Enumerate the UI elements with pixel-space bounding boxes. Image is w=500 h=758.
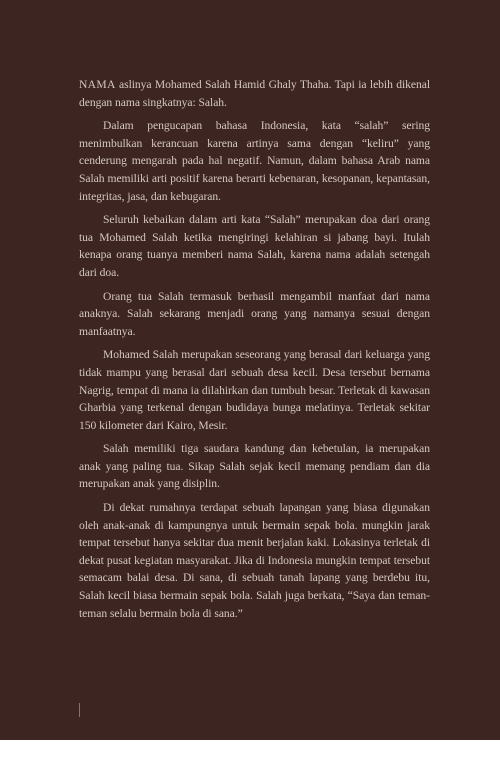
page-gutter-mark: [79, 703, 80, 717]
paragraph-1: [79, 76, 430, 111]
bottom-margin-strip: [0, 740, 500, 758]
paragraph-1-text: aslinya Mohamed Salah Hamid Ghaly Thaha. Tapi ia lebih dikenal dengan nama singkatnya: Salah.: [79, 78, 430, 109]
paragraph-5: Mohamed Salah merupakan seseorang yang berasal dari keluarga yang tidak mampu yang berasal dari sebuah desa kecil. Desa tersebut bernama Nagrig, tempat di mana ia dilahirkan dan tumbuh besar. Terletak di kawasan Gharbia yang terkenal dengan budidaya bunga melatinya. Terletak sekitar 150 kilometer dari Kairo, Mesir.: [79, 348, 430, 432]
opening-word: NAMA: [79, 78, 116, 91]
paragraph-4: Orang tua Salah termasuk berhasil mengambil manfaat dari nama anaknya. Salah sekarang menjadi orang yang namanya sesuai dengan manfaatnya.: [79, 289, 430, 338]
paragraph-6: Salah memiliki tiga saudara kandung dan kebetulan, ia merupakan anak yang paling tua. Sikap Salah sejak kecil memang pendiam dan dia merupakan anak yang disiplin.: [79, 442, 430, 491]
body-text: [79, 76, 430, 628]
paragraph-3: Seluruh kebaikan dalam arti kata “Salah” merupakan doa dari orang tua Mohamed Salah ketika mengiringi kelahiran si jabang bayi. Itulah kenapa orang tuanya memberi nama Salah, karena nama adalah setengah dari doa.: [79, 213, 430, 279]
paragraph-2: Dalam pengucapan bahasa Indonesia, kata “salah” sering menimbulkan kerancuan karena artinya sama dengan “keliru” yang cenderung mengarah pada hal negatif. Namun, dalam bahasa Arab nama Salah memiliki arti positif karena berarti kebenaran, kesopanan, kepantasan, integritas, jasa, dan kebugaran.: [79, 119, 430, 203]
paragraph-7: Di dekat rumahnya terdapat sebuah lapangan yang biasa digunakan oleh anak-anak di kampungnya untuk bermain sepak bola. mungkin jarak tempat tersebut hanya sekitar dua menit berjalan kaki. Lokasinya terletak di dekat pusat kegiatan masyarakat. Jika di Indonesia mungkin tempat tersebut semacam balai desa. Di sana, di sebuah tanah lapang yang berdebu itu, Salah kecil biasa bermain sepak bola. Salah juga berkata, “Saya dan teman-teman selalu bermain bola di sana.”: [79, 501, 430, 620]
